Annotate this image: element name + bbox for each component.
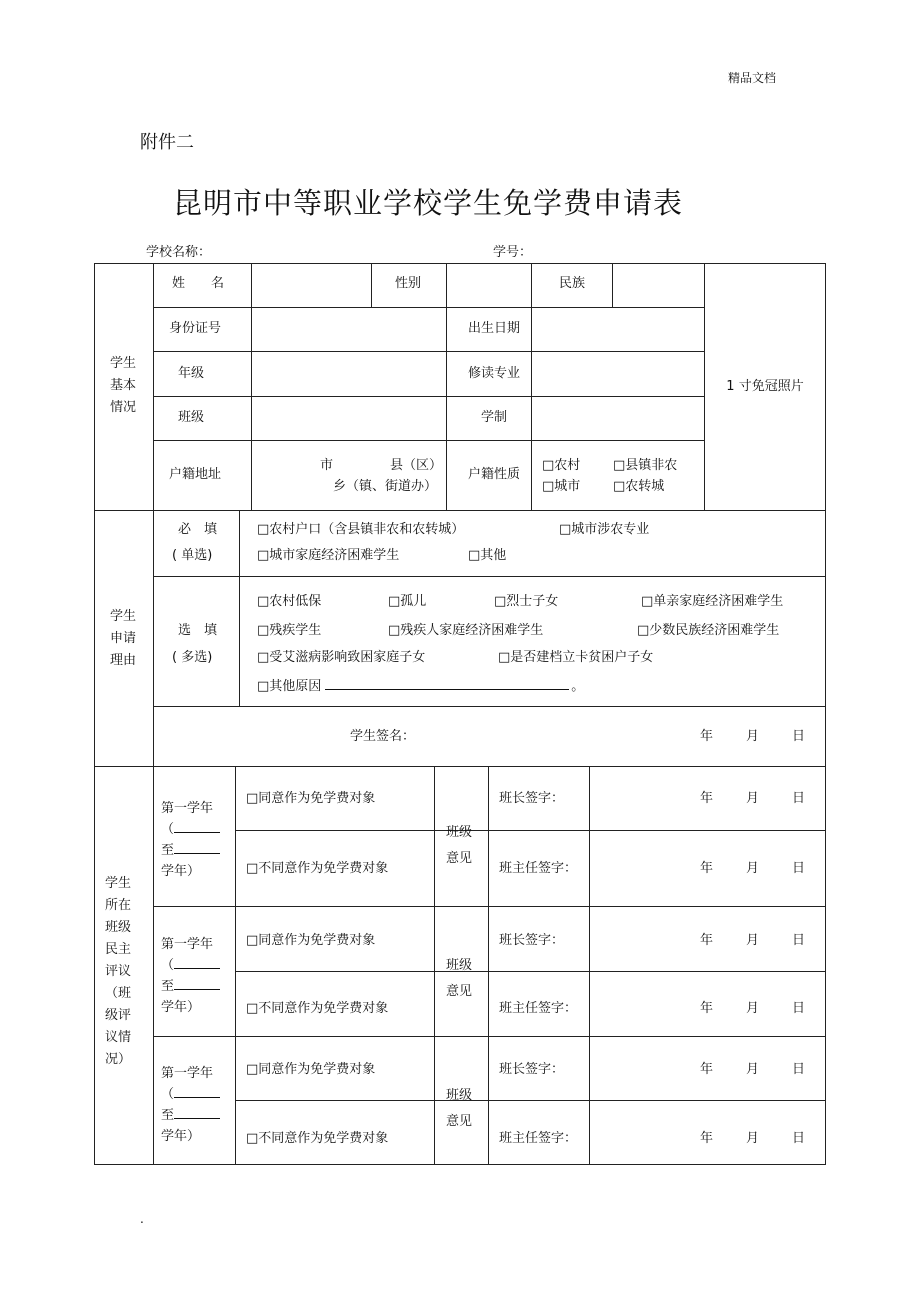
required-label: 必 填 — [178, 522, 218, 537]
address-county: 县（区） — [390, 458, 443, 473]
student-sign-label: 学生签名： — [350, 729, 416, 744]
address-label: 户籍地址 — [169, 467, 222, 482]
opt-aids-affected[interactable]: □受艾滋病影响致困家庭子女 — [257, 650, 426, 665]
req-option-other[interactable]: □其他 — [468, 548, 507, 563]
opt-single-parent[interactable]: □单亲家庭经济困难学生 — [641, 594, 784, 609]
opt-registered-poor[interactable]: □是否建档立卡贫困户子女 — [498, 650, 654, 665]
class-opinion-2: 班级 意见 — [446, 958, 473, 999]
opt-martyr-child[interactable]: □烈士子女 — [494, 594, 559, 609]
birth-date-label: 出生日期 — [467, 321, 521, 336]
school-year-block-3: 第一学年 （ 至 学年） — [161, 1063, 220, 1147]
school-name-label: 学校名称： — [146, 245, 212, 260]
date-year: 年 — [700, 1131, 714, 1146]
hukou-type-label: 户籍性质 — [467, 467, 521, 482]
date-month: 月 — [746, 1062, 760, 1077]
date-year: 年 — [700, 1001, 714, 1016]
name-label: 姓 名 — [172, 276, 225, 291]
disagree-option-1[interactable]: □不同意作为免学费对象 — [246, 861, 389, 876]
class-label: 班级 — [178, 410, 205, 425]
school-year-block-2: 第一学年 （ 至 学年） — [161, 934, 220, 1018]
sign-month: 月 — [746, 729, 760, 744]
date-month: 月 — [746, 1131, 760, 1146]
date-year: 年 — [700, 791, 714, 806]
req-option-rural-hukou[interactable]: □农村户口（含县镇非农和农转城） — [257, 522, 465, 537]
disagree-option-3[interactable]: □不同意作为免学费对象 — [246, 1131, 389, 1146]
hukou-option-converted[interactable]: □农转城 — [613, 479, 665, 494]
date-day: 日 — [792, 791, 806, 806]
agree-option-3[interactable]: □同意作为免学费对象 — [246, 1062, 376, 1077]
class-opinion-3: 班级 意见 — [446, 1088, 473, 1129]
address-town: 乡（镇、街道办） — [333, 479, 438, 494]
date-year: 年 — [700, 933, 714, 948]
hukou-option-town[interactable]: □县镇非农 — [613, 458, 678, 473]
teacher-sign-3: 班主任签字： — [499, 1131, 578, 1146]
grade-label: 年级 — [178, 366, 205, 381]
application-form-table — [94, 263, 826, 1165]
agree-option-2[interactable]: □同意作为免学费对象 — [246, 933, 376, 948]
monitor-sign-1: 班长签字： — [499, 791, 565, 806]
monitor-sign-2: 班长签字： — [499, 933, 565, 948]
hukou-option-rural[interactable]: □农村 — [542, 458, 581, 473]
date-month: 月 — [746, 791, 760, 806]
sign-year: 年 — [700, 729, 714, 744]
study-system-label: 学制 — [480, 410, 508, 425]
date-month: 月 — [746, 933, 760, 948]
id-card-label: 身份证号 — [169, 321, 222, 336]
req-option-agri-major[interactable]: □城市涉农专业 — [559, 522, 650, 537]
optional-note: ( 多选) — [172, 650, 213, 665]
teacher-sign-2: 班主任签字： — [499, 1001, 578, 1016]
other-reason-field[interactable] — [325, 677, 569, 690]
watermark-text: 精品文档 — [728, 71, 777, 85]
date-day: 日 — [792, 933, 806, 948]
teacher-sign-1: 班主任签字： — [499, 861, 578, 876]
major-label: 修读专业 — [467, 366, 521, 381]
opt-minority-poor[interactable]: □少数民族经济困难学生 — [637, 623, 780, 638]
address-city: 市 — [320, 458, 334, 473]
class-opinion-1: 班级 意见 — [446, 825, 473, 866]
section-reason: 学生 申请 理由 — [109, 609, 137, 668]
page-title: 昆明市中等职业学校学生免学费申请表 — [173, 186, 684, 220]
date-day: 日 — [792, 1131, 806, 1146]
date-month: 月 — [746, 861, 760, 876]
agree-option-1[interactable]: □同意作为免学费对象 — [246, 791, 376, 806]
photo-placeholder: 1 寸免冠照片 — [726, 379, 804, 394]
date-day: 日 — [792, 1001, 806, 1016]
disagree-option-2[interactable]: □不同意作为免学费对象 — [246, 1001, 389, 1016]
opt-rural-low-income[interactable]: □农村低保 — [257, 594, 322, 609]
hukou-option-city[interactable]: □城市 — [542, 479, 581, 494]
school-year-block-1: 第一学年 （ 至 学年） — [161, 798, 220, 882]
date-year: 年 — [700, 1062, 714, 1077]
gender-label: 性别 — [394, 276, 422, 291]
date-day: 日 — [792, 1062, 806, 1077]
date-year: 年 — [700, 861, 714, 876]
monitor-sign-3: 班长签字： — [499, 1062, 565, 1077]
optional-label: 选 填 — [178, 623, 218, 638]
attachment-label: 附件二 — [140, 132, 194, 153]
footer-dot: . — [140, 1212, 144, 1226]
sign-day: 日 — [792, 729, 806, 744]
ethnic-label: 民族 — [558, 276, 586, 291]
section-basic-info: 学生 基本 情况 — [109, 356, 137, 415]
opt-orphan[interactable]: □孤儿 — [388, 594, 427, 609]
section-class-review: 学生 所在 班级 民主 评议 （班 级评 议情 况） — [104, 876, 132, 1067]
req-option-city-poor[interactable]: □城市家庭经济困难学生 — [257, 548, 400, 563]
opt-other-reason[interactable]: □其他原因 。 — [257, 679, 585, 694]
opt-disabled-student[interactable]: □残疾学生 — [257, 623, 322, 638]
required-note: ( 单选) — [172, 548, 213, 563]
date-month: 月 — [746, 1001, 760, 1016]
student-no-label: 学号： — [493, 245, 533, 260]
opt-disabled-family[interactable]: □残疾人家庭经济困难学生 — [388, 623, 544, 638]
date-day: 日 — [792, 861, 806, 876]
